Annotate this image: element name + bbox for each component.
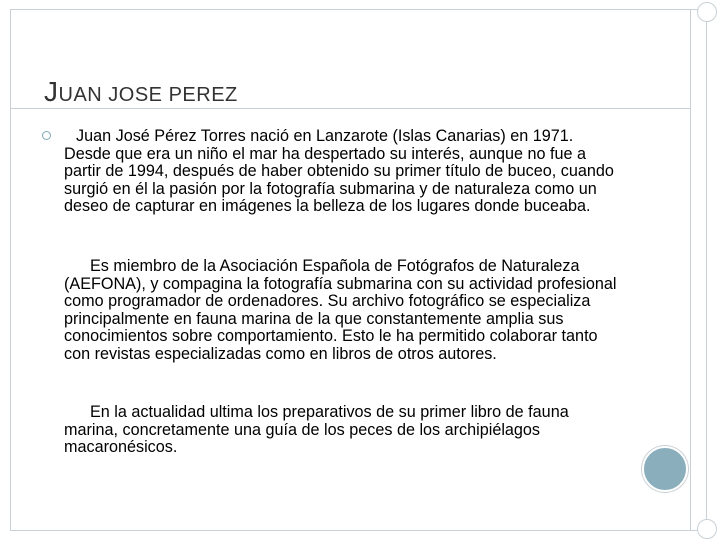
corner-circle-top: [697, 2, 717, 22]
paragraph-2: [64, 258, 624, 363]
paragraph-2-text: Es miembro de la Asociación Española de Fotógrafos de Naturaleza (AEFONA), y compagina la fotografía submarina con su actividad profesional como programador de ordenadores. Su archivo fotográfico se especializa principalmente en fauna marina de la que constantemente amplia sus conocimientos sobre comportamiento. Esto le ha permitido colaborar tanto con revistas especializadas como en libros de otros autores.: [64, 257, 617, 363]
paragraph-1: [64, 128, 624, 216]
paragraph-3: [64, 404, 624, 457]
title-initial: J: [44, 76, 59, 107]
paragraph-1-text: Juan José Pérez Torres nació en Lanzarote (Islas Canarias) en 1971. Desde que era un niño el mar ha despertado su interés, aunque no fue a partir de 1994, después de haber obtenido su primer título de buceo, cuando surgió en él la pasión por la fotografía submarina y de naturaleza como un deseo de capturar en imágenes la belleza de los lugares donde buceaba.: [64, 127, 614, 215]
title-divider: [11, 108, 690, 109]
decorative-circle: [642, 446, 688, 492]
bullet-icon: [42, 131, 51, 140]
paragraph-3-text: En la actualidad ultima los preparativos de su primer libro de fauna marina, concretamente una guía de los peces de los archipiélagos macaronésicos.: [64, 403, 569, 456]
corner-circle-bottom: [697, 519, 717, 539]
title-rest: UAN JOSE PEREZ: [58, 84, 238, 106]
frame-vertical-line: [690, 9, 691, 531]
slide-title: [44, 76, 238, 108]
